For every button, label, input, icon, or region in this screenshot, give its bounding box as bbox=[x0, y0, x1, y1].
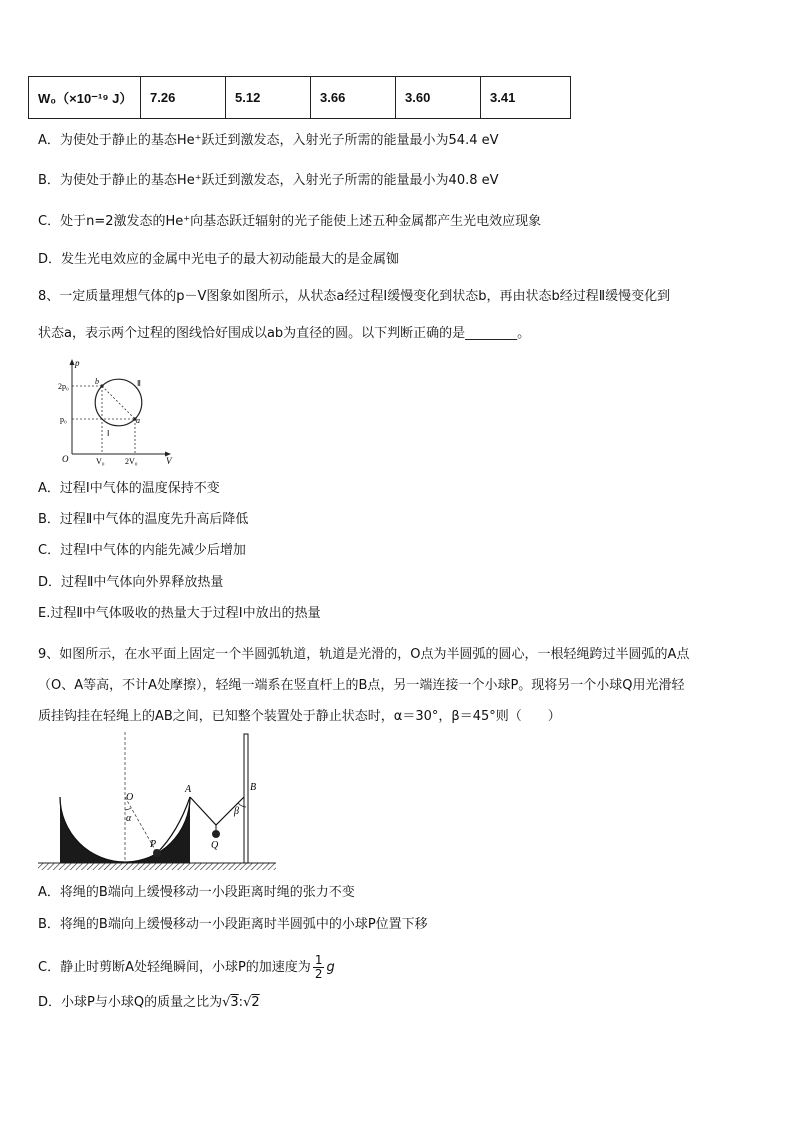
table-cell: 3.60 bbox=[396, 77, 481, 119]
label-a: A bbox=[185, 784, 192, 795]
q9-option-d-text: D．小球P与小球Q的质量之比为 bbox=[38, 995, 223, 1010]
label-b: b bbox=[95, 377, 99, 386]
q9-option-c bbox=[38, 954, 335, 981]
sqrt-2: 2 bbox=[251, 995, 260, 1010]
table-cell: 3.66 bbox=[311, 77, 396, 119]
q8-option-d: D．过程Ⅱ中气体向外界释放热量 bbox=[38, 575, 224, 590]
label-a: a bbox=[136, 416, 140, 425]
table-row bbox=[29, 77, 571, 119]
vertical-rod bbox=[244, 734, 248, 863]
q7-option-c: C．处于n=2激发态的He⁺向基态跃迁辐射的光子能使上述五种金属都产生光电效应现象 bbox=[38, 214, 542, 229]
q8-option-a: A．过程Ⅰ中气体的温度保持不变 bbox=[38, 481, 220, 496]
p-axis-arrow bbox=[70, 359, 75, 365]
q9-option-a: A．将绳的B端向上缓慢移动一小段距离时绳的张力不变 bbox=[38, 885, 355, 900]
q8-stem-line1: 8、一定质量理想气体的p－V图象如图所示，从状态a经过程Ⅰ缓慢变化到状态b，再由状态b经过程Ⅱ缓慢变化到 bbox=[38, 289, 671, 304]
label-2p0: 2p₀ bbox=[58, 382, 69, 391]
q8-option-b: B．过程Ⅱ中气体的温度先升高后降低 bbox=[38, 512, 249, 527]
pv-diagram bbox=[58, 356, 178, 466]
q7-option-a: A．为使处于静止的基态He⁺跃迁到激发态，入射光子所需的能量最小为54.4 eV bbox=[38, 133, 499, 148]
q8-option-c: C．过程Ⅰ中气体的内能先减少后增加 bbox=[38, 543, 246, 558]
label-p0: p₀ bbox=[60, 415, 67, 424]
label-p: p bbox=[75, 358, 80, 368]
work-function-table bbox=[28, 76, 571, 119]
ball-q bbox=[212, 830, 220, 838]
label-process-1: Ⅰ bbox=[107, 429, 110, 438]
gravity-symbol: g bbox=[326, 960, 335, 975]
semicircle-track-diagram bbox=[38, 732, 278, 874]
q7-option-b: B．为使处于静止的基态He⁺跃迁到激发态，入射光子所需的能量最小为40.8 eV bbox=[38, 173, 499, 188]
label-alpha: α bbox=[126, 813, 132, 824]
label-o: O bbox=[126, 792, 134, 803]
ball-p bbox=[153, 849, 161, 857]
label-b: B bbox=[250, 782, 257, 793]
sqrt-3: 3 bbox=[230, 995, 239, 1010]
table-header-cell: W₀（×10⁻¹⁹ J） bbox=[29, 77, 141, 119]
q9-option-b: B．将绳的B端向上缓慢移动一小段距离时半圆弧中的小球P位置下移 bbox=[38, 917, 428, 932]
label-beta: β bbox=[234, 806, 239, 817]
q9-stem-line1: 9、如图所示，在水平面上固定一个半圆弧轨道，轨道是光滑的，O点为半圆弧的圆心，一根轻绳跨过半圆弧的A点 bbox=[38, 647, 690, 662]
label-v: V bbox=[166, 456, 172, 466]
label-v0: V₀ bbox=[96, 457, 105, 466]
ground-hatch bbox=[38, 863, 276, 870]
label-p: P bbox=[150, 839, 157, 850]
q9-option-c-text: C．静止时剪断A处轻绳瞬间，小球P的加速度为 bbox=[38, 960, 311, 975]
table-cell: 5.12 bbox=[226, 77, 311, 119]
q8-stem-line2: 状态a，表示两个过程的图线恰好围成以ab为直径的圆。以下判断正确的是________。 bbox=[38, 326, 531, 341]
label-q: Q bbox=[211, 840, 219, 851]
table-cell: 7.26 bbox=[141, 77, 226, 119]
fraction-one-half: $\frac{1}{2}$ bbox=[314, 953, 323, 981]
diameter-ab bbox=[102, 386, 135, 419]
label-2v0: 2V₀ bbox=[125, 457, 138, 466]
q9-stem-line2: （O、A等高，不计A处摩擦），轻绳一端系在竖直杆上的B点，另一端连接一个小球P。现将另一个小球Q用光滑轻 bbox=[38, 678, 685, 693]
table-cell: 3.41 bbox=[481, 77, 571, 119]
q9-option-d: D．小球P与小球Q的质量之比为√3:√2 bbox=[38, 995, 260, 1010]
q9-stem-line3: 质挂钩挂在轻绳上的AB之间，已知整个装置处于静止状态时，α＝30°，β＝45°则（ ） bbox=[38, 709, 561, 724]
label-process-2: Ⅱ bbox=[137, 379, 141, 388]
point-b bbox=[100, 384, 103, 387]
ratio-colon: : bbox=[238, 995, 244, 1010]
q7-option-d: D．发生光电效应的金属中光电子的最大初动能最大的是金属铷 bbox=[38, 252, 400, 267]
q8-option-e: E.过程Ⅱ中气体吸收的热量大于过程Ⅰ中放出的热量 bbox=[38, 606, 321, 621]
label-origin: O bbox=[62, 454, 69, 464]
